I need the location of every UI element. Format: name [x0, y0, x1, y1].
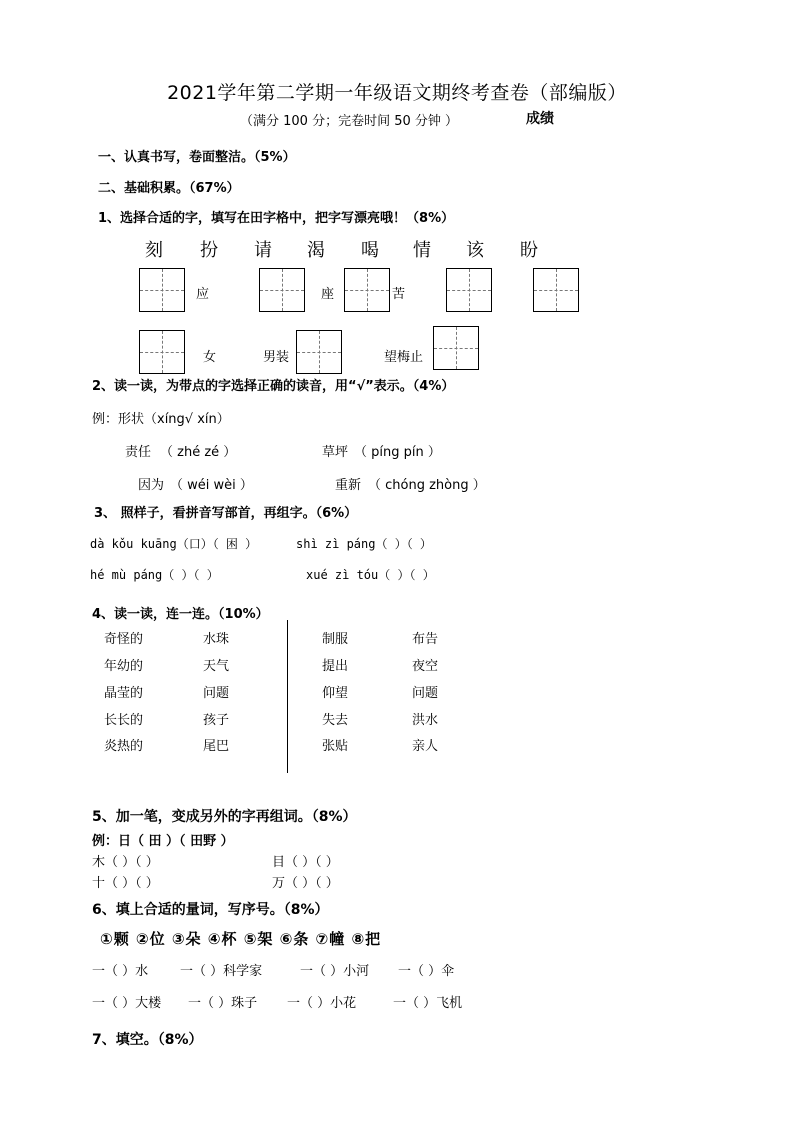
subtitle: （满分 100 分；完卷时间 50 分钟 ）	[240, 114, 459, 129]
q1-heading: 1、选择合适的字，填写在田字格中，把字写漂亮哦！（8%）	[98, 211, 455, 226]
q5-example: 例：日（ 田 ）（ 田野 ）	[92, 834, 234, 849]
q4-word[interactable]: 失去	[322, 713, 349, 728]
q2-pinyin-choice[interactable]: （ píng pín ）	[354, 445, 441, 460]
q5-row[interactable]: 万（ ）（ ）	[272, 876, 339, 891]
q2-word: 责任	[125, 445, 152, 460]
q6-options: ①颗 ②位 ③朵 ④杯 ⑤架 ⑥条 ⑦幢 ⑧把	[100, 930, 382, 948]
q1-char: 情	[413, 240, 431, 261]
page-title: 2021学年第二学期一年级语文期终考查卷（部编版）	[167, 82, 627, 104]
q2-word: 草坪	[322, 445, 349, 460]
section-2-heading: 二、基础积累。（67%）	[98, 181, 240, 196]
tianzige-box[interactable]	[259, 268, 305, 312]
q2-word: 因为	[138, 478, 165, 493]
q3-line[interactable]: xué zì tóu（ ）（ ）	[306, 568, 435, 582]
q5-row[interactable]: 目（ ）（ ）	[272, 855, 339, 870]
q1-char: 该	[466, 240, 484, 261]
q3-line[interactable]: dà kǒu kuāng（口）（ 困 ）	[90, 537, 258, 551]
tianzige-box[interactable]	[139, 268, 185, 312]
q1-char: 盼	[520, 240, 538, 261]
q6-blank[interactable]: 一（ ）小花	[287, 996, 357, 1011]
q6-blank[interactable]: 一（ ）科学家	[180, 964, 263, 979]
q1-char: 喝	[361, 240, 379, 261]
section-1-heading: 一、认真书写，卷面整洁。（5%）	[98, 150, 296, 165]
q1-char: 请	[254, 240, 272, 261]
q6-blank[interactable]: 一（ ）小河	[300, 964, 370, 979]
q7-heading: 7、填空。（8%）	[92, 1032, 203, 1048]
q4-word[interactable]: 洪水	[412, 713, 439, 728]
q2-pinyin-choice[interactable]: （ chóng zhòng ）	[368, 478, 486, 493]
q4-word[interactable]: 天气	[203, 659, 230, 674]
q1-char: 渴	[307, 240, 325, 261]
q4-word[interactable]: 问题	[412, 686, 439, 701]
q4-word[interactable]: 布告	[412, 632, 439, 647]
tianzige-box[interactable]	[296, 330, 342, 374]
q4-word[interactable]: 张贴	[322, 739, 349, 754]
q4-word[interactable]: 夜空	[412, 659, 439, 674]
q6-blank[interactable]: 一（ ）飞机	[393, 996, 463, 1011]
tianzige-box[interactable]	[139, 330, 185, 374]
q4-word[interactable]: 水珠	[203, 632, 230, 647]
q1-fill-label: 座	[321, 287, 335, 302]
q3-line[interactable]: shì zì páng（ ）（ ）	[296, 537, 432, 551]
q5-row[interactable]: 木（ ）（ ）	[92, 855, 159, 870]
q2-word: 重新	[335, 478, 362, 493]
q2-heading: 2、读一读，为带点的字选择正确的读音，用“√”表示。（4%）	[92, 379, 455, 394]
q1-char: 刻	[145, 240, 163, 261]
q6-blank[interactable]: 一（ ）大楼	[92, 996, 162, 1011]
q4-word[interactable]: 仰望	[322, 686, 349, 701]
tianzige-box[interactable]	[446, 268, 492, 312]
q3-line[interactable]: hé mù páng（ ）（ ）	[90, 568, 219, 582]
q4-word[interactable]: 长长的	[104, 713, 144, 728]
q4-word[interactable]: 年幼的	[104, 659, 144, 674]
q6-heading: 6、填上合适的量词，写序号。（8%）	[92, 902, 329, 918]
tianzige-box[interactable]	[433, 326, 479, 370]
q6-blank[interactable]: 一（ ）伞	[398, 964, 455, 979]
q2-pinyin-choice[interactable]: （ wéi wèi ）	[170, 478, 253, 493]
q3-heading: 3、 照样子，看拼音写部首，再组字。（6%）	[94, 506, 358, 521]
q1-char: 扮	[200, 240, 218, 261]
q2-example: 例：形状（xíng√ xín）	[92, 412, 230, 427]
q6-blank[interactable]: 一（ ）珠子	[188, 996, 258, 1011]
q2-pinyin-choice[interactable]: （ zhé zé ）	[160, 445, 237, 460]
q4-heading: 4、读一读，连一连。（10%）	[92, 607, 269, 622]
q4-word[interactable]: 问题	[203, 686, 230, 701]
q4-word[interactable]: 晶莹的	[104, 686, 144, 701]
q4-word[interactable]: 奇怪的	[104, 632, 144, 647]
tianzige-box[interactable]	[533, 268, 579, 312]
q1-fill-label: 男装	[263, 350, 290, 365]
q4-word[interactable]: 制服	[322, 632, 349, 647]
q4-word[interactable]: 提出	[322, 659, 349, 674]
q1-fill-label: 望梅止	[384, 350, 424, 365]
q1-fill-label: 女	[203, 350, 217, 365]
q1-fill-label: 应	[196, 287, 210, 302]
q4-word[interactable]: 炎热的	[104, 739, 144, 754]
q1-fill-label: 苦	[392, 287, 406, 302]
q4-word[interactable]: 亲人	[412, 739, 439, 754]
q4-word[interactable]: 孩子	[203, 713, 230, 728]
tianzige-box[interactable]	[344, 268, 390, 312]
q5-heading: 5、加一笔，变成另外的字再组词。（8%）	[92, 809, 357, 825]
score-label: 成绩	[526, 111, 554, 127]
q5-row[interactable]: 十（ ）（ ）	[92, 876, 159, 891]
q4-word[interactable]: 尾巴	[203, 739, 230, 754]
q4-divider	[287, 620, 288, 773]
q6-blank[interactable]: 一（ ）水	[92, 964, 149, 979]
